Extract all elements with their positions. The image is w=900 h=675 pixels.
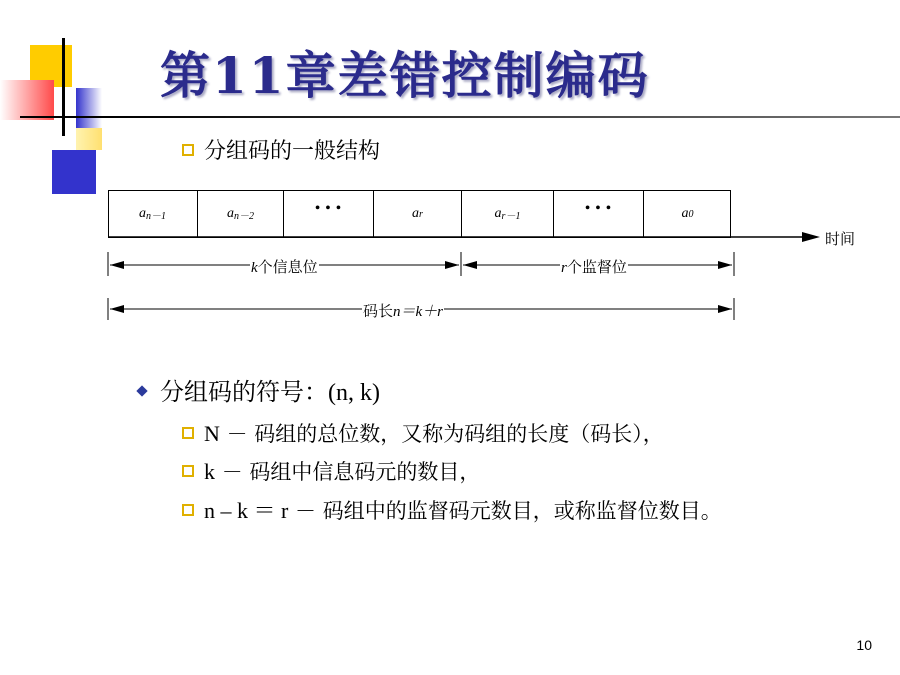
cell-subscript: r－1 bbox=[501, 210, 521, 222]
r-span-right-arrow bbox=[718, 261, 732, 269]
list-item bbox=[182, 456, 480, 486]
r-label-text: 个监督位 bbox=[566, 258, 627, 276]
item-lead: N bbox=[204, 421, 220, 446]
item-dash: － bbox=[221, 460, 243, 484]
cell-symbol: a bbox=[139, 206, 146, 221]
pale-yellow-square bbox=[76, 128, 102, 150]
cell-subscript: n－1 bbox=[146, 210, 166, 222]
page-title: 第11章差错控制编码 bbox=[160, 46, 650, 105]
item-text: 码组中的监督码元数目，或称监督位数目。 bbox=[322, 499, 722, 523]
page-number: 10 bbox=[856, 637, 872, 653]
symbol-line bbox=[138, 372, 380, 407]
n-label bbox=[362, 300, 444, 321]
time-axis-arrowhead bbox=[802, 232, 820, 242]
cell-symbol: a bbox=[412, 206, 420, 221]
item-text: 码组中信息码元的数目， bbox=[249, 460, 481, 484]
cell-symbol: • • • bbox=[585, 201, 612, 216]
cell-symbol: a bbox=[227, 206, 234, 221]
cell-symbol: a bbox=[681, 206, 689, 221]
n-label-formula: n＝k＋r bbox=[393, 304, 444, 320]
n-span-left-arrow bbox=[110, 305, 124, 313]
item-dash: － bbox=[226, 422, 248, 446]
bullet-square-icon bbox=[182, 504, 194, 516]
diagram-arrows bbox=[108, 190, 868, 330]
k-label-var: k bbox=[251, 260, 258, 276]
list-item bbox=[182, 494, 722, 525]
time-label: 时间 bbox=[825, 230, 856, 248]
red-square bbox=[0, 80, 54, 120]
cell-subscript: 0 bbox=[688, 208, 694, 220]
item-text: 码组的总位数，又称为码组的长度（码长）， bbox=[254, 422, 664, 446]
k-span-left-arrow bbox=[110, 261, 124, 269]
k-span-right-arrow bbox=[445, 261, 459, 269]
bullet-diamond-icon bbox=[136, 385, 147, 396]
horizontal-line bbox=[20, 116, 900, 118]
r-span-left-arrow bbox=[463, 261, 477, 269]
bullet-square-icon bbox=[182, 427, 194, 439]
structure-heading-line bbox=[182, 134, 380, 165]
k-label bbox=[250, 256, 319, 277]
codeword-diagram bbox=[108, 190, 868, 330]
cell-symbol: a bbox=[494, 206, 502, 221]
symbol-value: (n, k) bbox=[328, 380, 380, 406]
cell-symbol: • • • bbox=[315, 201, 342, 216]
item-lead: n – k ＝ r bbox=[204, 498, 289, 523]
cell-subscript: r bbox=[419, 208, 423, 220]
item-dash: － bbox=[295, 499, 317, 523]
structure-heading: 分组码的一般结构 bbox=[204, 139, 381, 164]
bullet-square-icon bbox=[182, 465, 194, 477]
k-label-text: 个信息位 bbox=[257, 258, 318, 276]
cell-subscript: n－2 bbox=[234, 210, 254, 222]
item-lead: k bbox=[204, 459, 215, 484]
n-label-prefix: 码长 bbox=[363, 302, 394, 320]
r-label bbox=[560, 256, 628, 277]
n-span-right-arrow bbox=[718, 305, 732, 313]
r-label-var: r bbox=[561, 260, 567, 276]
blue-square bbox=[52, 150, 96, 194]
symbol-text: 分组码的符号： bbox=[160, 378, 328, 406]
bullet-square-icon bbox=[182, 144, 194, 156]
blue-gradient-square bbox=[76, 88, 102, 128]
vertical-line bbox=[62, 38, 65, 136]
list-item bbox=[182, 418, 664, 448]
